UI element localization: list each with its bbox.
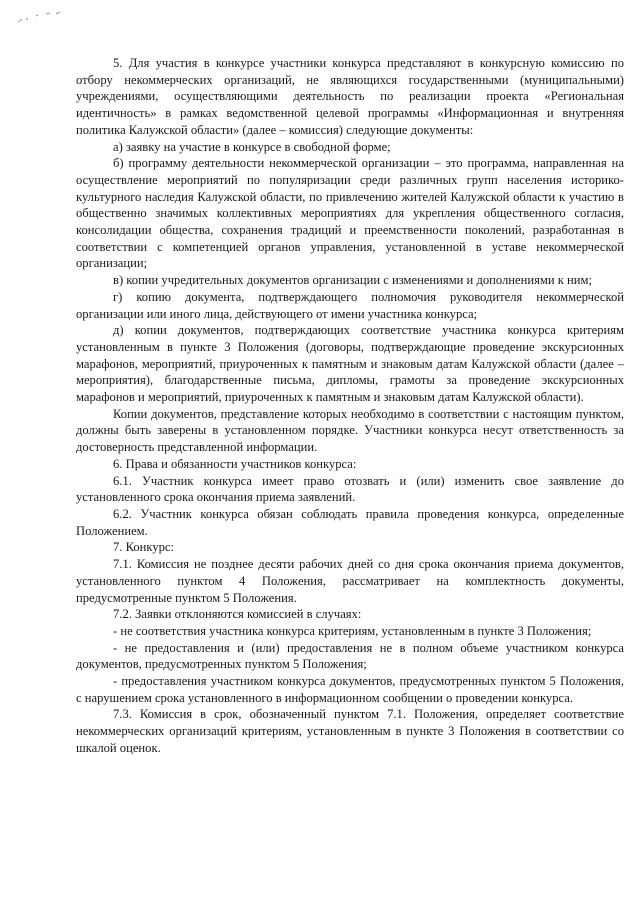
- paragraph: 7.1. Комиссия не позднее десяти рабочих дней со дня срока окончания приема документов, установленного пунктом 4 Положения, рассматривает на комплектность документы, предусмотренные пунктом 5 Положения.: [76, 557, 624, 605]
- paragraph: - не соответствия участника конкурса критериям, установленным в пункте 3 Положения;: [113, 623, 592, 638]
- paragraph: г) копию документа, подтверждающего полномочия руководителя некоммерческой организации или иного лица, действующего от имени участника конкурса;: [76, 289, 624, 321]
- paragraph: Копии документов, представление которых необходимо в соответствии с настоящим пунктом, должны быть заверены в установленном порядке. Участники конкурса несут ответственность за достоверность представленной информации.: [76, 406, 624, 455]
- paragraph: д) копии документов, подтверждающих соответствие участника конкурса критериям установленным в пункте 3 Положения (договоры, подтверждающие проведение экскурсионных марафонов, мероприятий, приуроченных к памятным и знаковым датам Калужской области (далее – мероприятия), благодарственные письма, дипломы, грамоты за проведение экскурсионных марафонов и мероприятий, приуроченных к памятным и знаковым датам Калужской области).: [76, 323, 624, 405]
- paragraph: 6.2. Участник конкурса обязан соблюдать правила проведения конкурса, определенные Положением.: [76, 506, 624, 538]
- paragraph: 7. Конкурс:: [113, 540, 175, 555]
- paragraph: 7.3. Комиссия в срок, обозначенный пунктом 7.1. Положения, определяет соответствие некоммерческих организаций критериям, установленным в пункте 3 Положения в соответствии со шкалой оценок.: [76, 707, 624, 755]
- document-body: [76, 55, 624, 757]
- paragraph: а) заявку на участие в конкурсе в свободной форме;: [113, 139, 391, 154]
- paragraph: - не предоставления и (или) предоставления не в полном объеме участником конкурса документов, предусмотренных пунктом 5 Положения;: [76, 640, 624, 672]
- paragraph: - предоставления участником конкурса документов, предусмотренных пунктом 5 Положения, с нарушением срока установленного в информационном сообщении о проведении конкурса.: [76, 674, 624, 705]
- paragraph: 7.2. Заявки отклоняются комиссией в случаях:: [113, 607, 362, 622]
- paragraph: в) копии учредительных документов организации с изменениями и дополнениями к ним;: [113, 273, 592, 288]
- scan-artifact-mark: [16, 10, 66, 24]
- paragraph: 6.1. Участник конкурса имеет право отозвать и (или) изменить свое заявление до установленного срока окончания приема заявлений.: [76, 473, 624, 505]
- paragraph: 6. Права и обязанности участников конкурса:: [113, 456, 357, 471]
- paragraph: б) программу деятельности некоммерческой организации – это программа, направленная на осуществление мероприятий по популяризации среди различных групп населения историко-культурного наследия Калужской области, по привлечению жителей Калужской области к участию в общественно значимых коллективных мероприятиях для укрепления общественного согласия, консолидации общества, сохранения традиций и преемственности поколений, разработанная в соответствии с компетенцией органов управления, установленной в уставе некоммерческой организации;: [76, 156, 624, 271]
- paragraph: 5. Для участия в конкурсе участники конкурса представляют в конкурсную комиссию по отбору некоммерческих организаций, не являющихся государственными (муниципальными) учреждениями, осуществляющими деятельность по реализации проекта «Региональная идентичность» в рамках ведомственной целевой программы «Информационная и внутренняя политика Калужской области» (далее – комиссия) следующие документы:: [76, 56, 624, 137]
